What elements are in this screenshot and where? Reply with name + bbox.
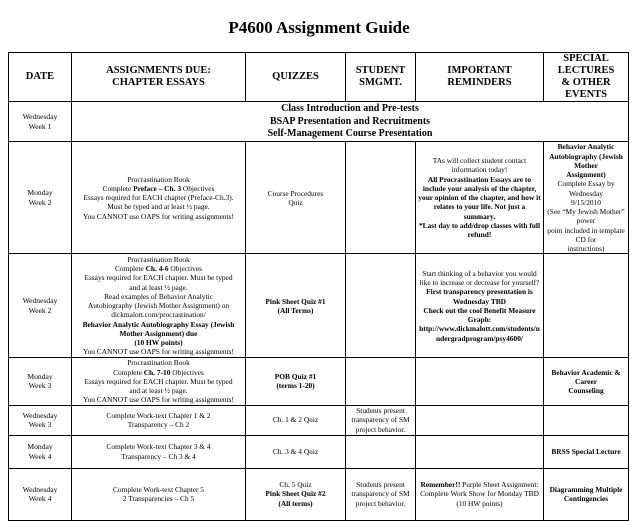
- special-cell: [544, 254, 629, 358]
- date-cell: Monday Week 4: [9, 435, 72, 468]
- table-row: [9, 142, 629, 254]
- reminders-cell: [416, 358, 544, 405]
- intro-cell: Class Introduction and Pre-tests BSAP Presentation and Recruitments Self-Management Course Presentation: [72, 102, 629, 142]
- student-cell: [346, 358, 416, 405]
- header-student-smgmt: STUDENT SMGMT.: [346, 53, 416, 102]
- header-assignments: ASSIGNMENTS DUE: CHAPTER ESSAYS: [72, 53, 246, 102]
- student-cell: Students present transparency of SM project behavior.: [346, 468, 416, 520]
- header-date: DATE: [9, 53, 72, 102]
- special-cell: Behavior Analytic Autobiography (Jewish Mother Assignment) Complete Essay by Wednesday 9/15/2010 (See “My Jewish Mother” power point included in template CD for instructions): [544, 142, 629, 254]
- table-row: [9, 254, 629, 358]
- student-cell: [346, 142, 416, 254]
- special-cell: BRSS Special Lecture: [544, 435, 629, 468]
- header-row: [9, 53, 629, 102]
- table-row: [9, 405, 629, 435]
- assignments-cell: Procrastination Book Complete Preface – Ch. 3 Objectives Essays required for EACH chapter (Preface-Ch.3). Must be typed and at least ½ page. You CANNOT use OAPS for writing assignments!: [72, 142, 246, 254]
- reminders-cell: [416, 435, 544, 468]
- special-cell: Diagramming Multiple Contingencies: [544, 468, 629, 520]
- date-cell: Monday Week 3: [9, 358, 72, 405]
- date-cell: Wednesday Week 3: [9, 405, 72, 435]
- reminders-cell: TAs will collect student contact information today! All Procrastination Essays are to include your analysis of the chapter, your opinion of the chapter, and how it relates to your life. Not just a summary. *Last day to add/drop classes with full refund!: [416, 142, 544, 254]
- table-row: [9, 102, 629, 142]
- student-cell: [346, 435, 416, 468]
- quiz-cell: Course Procedures Quiz: [246, 142, 346, 254]
- reminders-cell: [416, 405, 544, 435]
- header-quizzes: QUIZZES: [246, 53, 346, 102]
- assignments-cell: Complete Work-text Chapter 3 & 4 Transparency – Ch 3 & 4: [72, 435, 246, 468]
- header-reminders: IMPORTANT REMINDERS: [416, 53, 544, 102]
- assignments-cell: Procrastination Book Complete Ch. 4-6 Objectives Essays required for EACH chapter. Must be typed and at least ½ page. Read examples of Behavior Analytic Autobiography (Jewish Mother Assignment) on dickmalott.com/procrastination/ Behavior Analytic Autobiography Essay (Jewish Mother Assignment) due (10 HW points) You CANNOT use OAPS for writing assignments!: [72, 254, 246, 358]
- quiz-cell: Ch. 5 Quiz Pink Sheet Quiz #2 (All terms): [246, 468, 346, 520]
- assignments-cell: Complete Work-text Chapter 5 2 Transparencies – Ch 5: [72, 468, 246, 520]
- header-special: SPECIAL LECTURES & OTHER EVENTS: [544, 53, 629, 102]
- special-cell: Behavior Academic & Career Counseling: [544, 358, 629, 405]
- table-row: [9, 435, 629, 468]
- reminders-cell: Start thinking of a behavior you would like to increase or decrease for yourself? First transparency presentation is Wednesday TBD Check out the cool Benefit Measure Graph: http://www.dickmalott.com/students/u ndergradprogram/psy4600/: [416, 254, 544, 358]
- quiz-cell: Ch. 1 & 2 Quiz: [246, 405, 346, 435]
- page-title: P4600 Assignment Guide: [228, 18, 410, 37]
- date-cell: Monday Week 2: [9, 142, 72, 254]
- date-cell: Wednesday Week 2: [9, 254, 72, 358]
- special-cell: [544, 405, 629, 435]
- student-cell: Students present transparency of SM project behavior.: [346, 405, 416, 435]
- quiz-cell: Pink Sheet Quiz #1 (All Terms): [246, 254, 346, 358]
- quiz-cell: POB Quiz #1 (terms 1-20): [246, 358, 346, 405]
- student-cell: [346, 254, 416, 358]
- assignment-table: [8, 52, 629, 521]
- assignments-cell: Complete Work-text Chapter 1 & 2 Transparency – Ch 2: [72, 405, 246, 435]
- date-cell: Wednesday Week 1: [9, 102, 72, 142]
- reminders-cell: Remember!! Purple Sheet Assignment: Complete Work Show for Monday TBD (10 HW points): [416, 468, 544, 520]
- date-cell: Wednesday Week 4: [9, 468, 72, 520]
- table-row: [9, 358, 629, 405]
- table-row: [9, 468, 629, 520]
- assignments-cell: Procrastination Book Complete Ch. 7-10 Objectives Essays required for EACH chapter. Must be typed and at least ½ page. You CANNOT use OAPS for writing assignments!: [72, 358, 246, 405]
- quiz-cell: Ch. 3 & 4 Quiz: [246, 435, 346, 468]
